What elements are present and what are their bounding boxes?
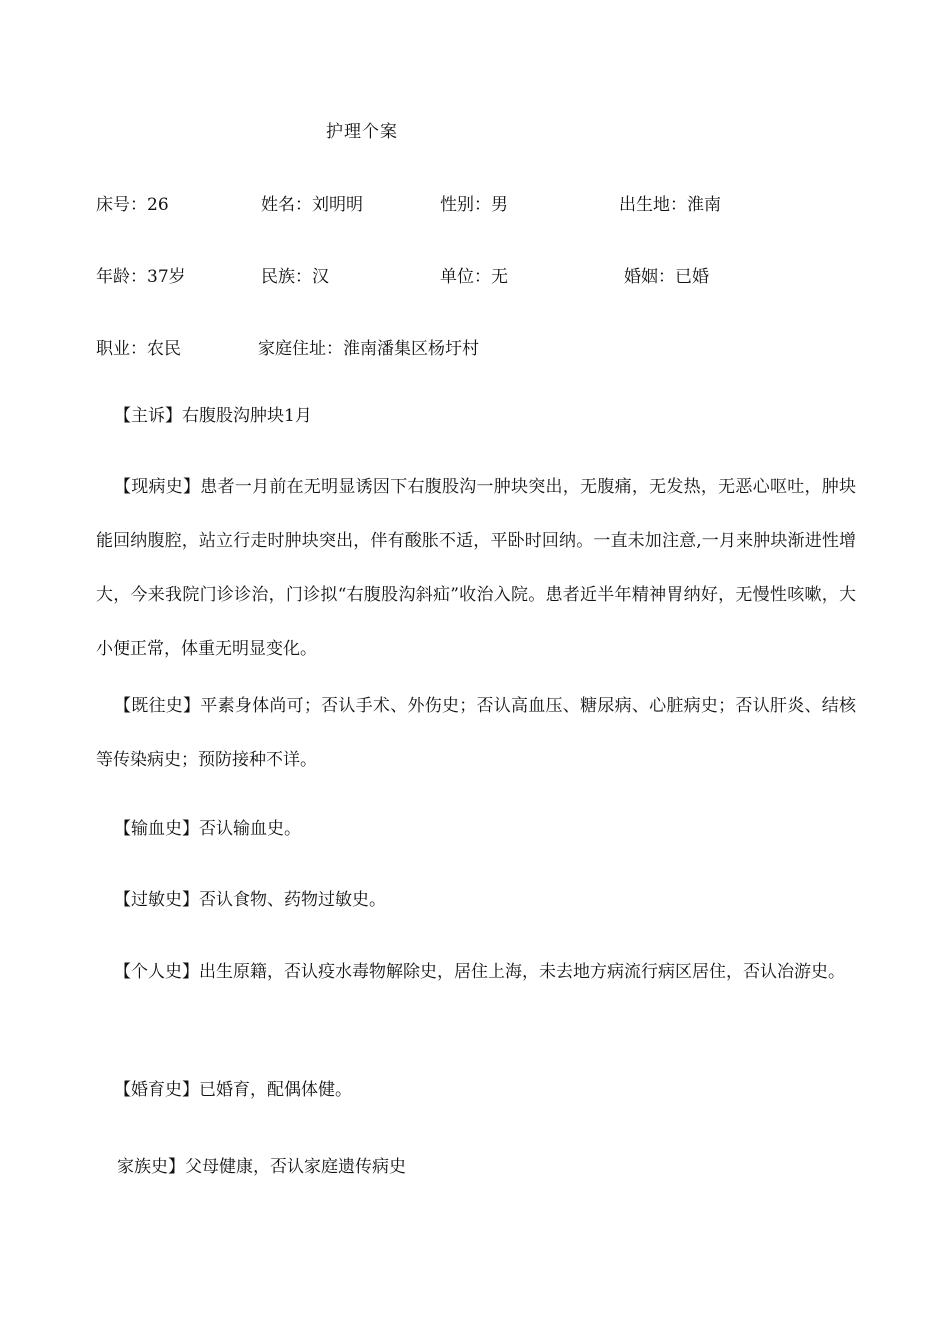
personal-history-paragraph: 【个人史】出生原籍，否认疫水毒物解除史，居住上海，未去地方病流行病区居住，否认冶游史。: [114, 962, 845, 982]
present-illness-paragraph: 【现病史】患者一月前在无明显诱因下右腹股沟一肿块突出，无腹痛，无发热，无恶心呕吐，肿块能回纳腹腔，站立行走时肿块突出，伴有酸胀不适，平卧时回纳。一直未加注意,一月来肿块渐进性增大，今来我院门诊诊治，门诊拟“右腹股沟斜疝”收治入院。患者近半年精神胃纳好，无慢性咳嗽，大小便正常，体重无明显变化。: [96, 477, 856, 659]
home-address: 家庭住址：淮南潘集区杨圩村: [258, 339, 479, 359]
past-history-paragraph: 【既往史】平素身体尚可；否认手术、外伤史；否认高血压、糖尿病、心脏病史；否认肝炎、结核等传染病史；预防接种不详。: [96, 696, 856, 770]
patient-sex: 性别：男: [440, 195, 508, 215]
marital-history: 【婚育史】已婚育，配偶体健。: [114, 1080, 352, 1100]
birthplace: 出生地：淮南: [619, 195, 721, 215]
occupation: 职业：农民: [96, 339, 181, 359]
patient-age: 年龄：37岁: [96, 267, 186, 287]
bed-number: 床号：26: [96, 195, 169, 215]
transfusion-history: 【输血史】否认输血史。: [114, 819, 301, 839]
chief-complaint: 【主诉】右腹股沟肿块1月: [114, 406, 312, 426]
marital-status: 婚姻：已婚: [624, 267, 709, 287]
work-unit: 单位：无: [440, 267, 508, 287]
patient-name: 姓名：刘明明: [261, 195, 363, 215]
ethnicity: 民族：汉: [261, 267, 329, 287]
allergy-history: 【过敏史】否认食物、药物过敏史。: [114, 890, 386, 910]
document-title: 护理个案: [326, 122, 398, 142]
family-history: 家族史】父母健康，否认家庭遗传病史: [117, 1157, 406, 1177]
